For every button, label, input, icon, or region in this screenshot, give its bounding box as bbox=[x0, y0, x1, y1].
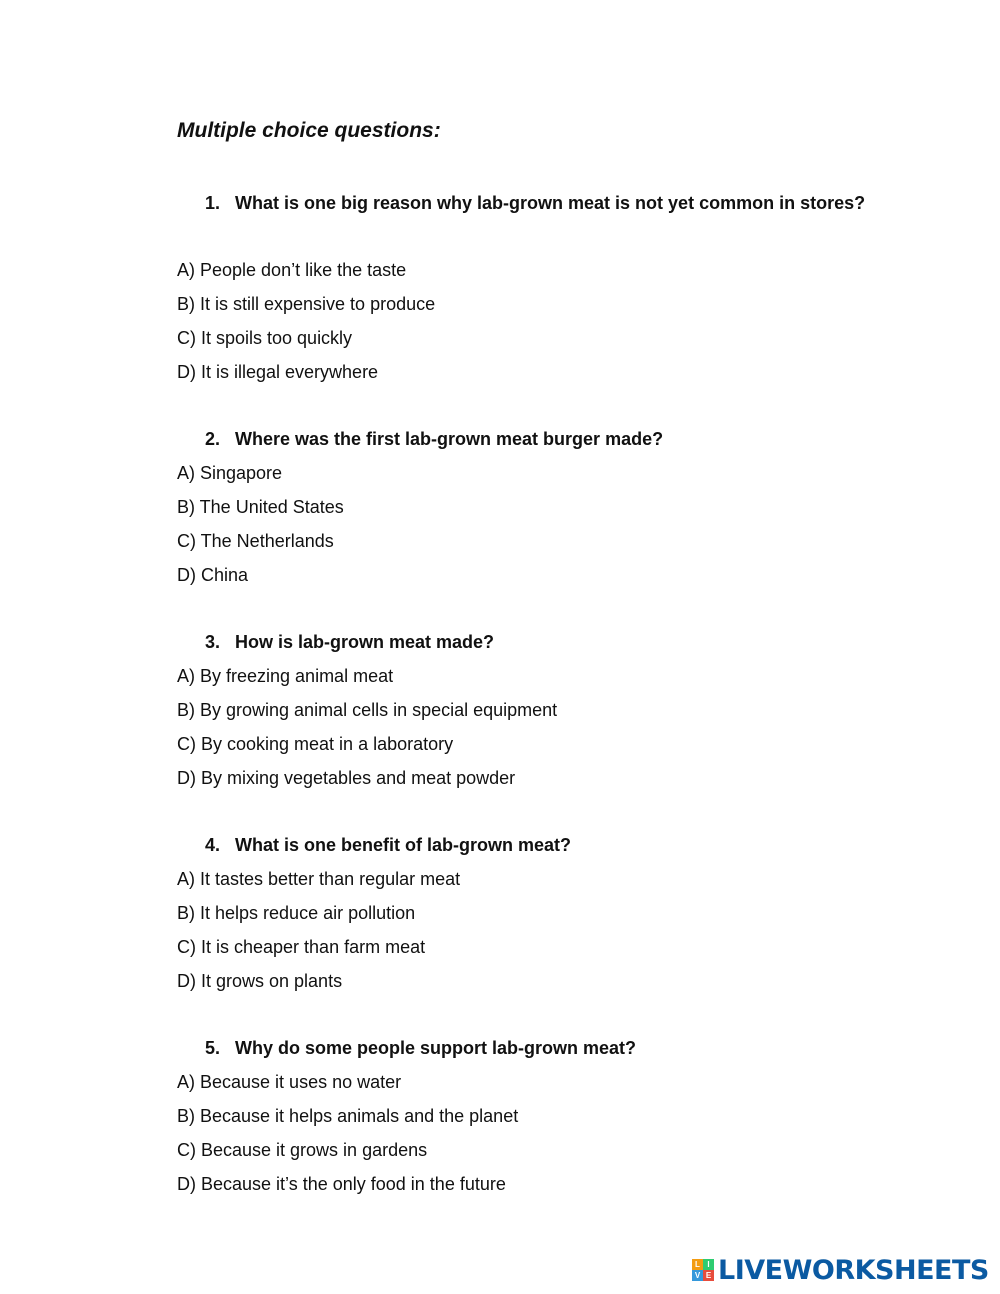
option-3b[interactable]: B) By growing animal cells in special equipment bbox=[177, 700, 558, 720]
question-number: 5. bbox=[205, 1038, 221, 1058]
liveworksheets-logo bbox=[692, 1254, 989, 1286]
question-text: How is lab-grown meat made? bbox=[235, 632, 495, 652]
option-4b[interactable]: B) It helps reduce air pollution bbox=[177, 903, 416, 923]
option-1a[interactable]: A) People don’t like the taste bbox=[177, 260, 407, 280]
question-number: 2. bbox=[205, 429, 221, 449]
question-text: What is one benefit of lab-grown meat? bbox=[235, 835, 572, 855]
option-4a[interactable]: A) It tastes better than regular meat bbox=[177, 869, 461, 889]
option-5c[interactable]: C) Because it grows in gardens bbox=[177, 1140, 428, 1160]
logo-mark-cell: V bbox=[692, 1270, 703, 1281]
option-2a[interactable]: A) Singapore bbox=[177, 463, 283, 483]
option-2d[interactable]: D) China bbox=[177, 565, 249, 585]
question-5 bbox=[205, 1031, 882, 1065]
option-1d[interactable]: D) It is illegal everywhere bbox=[177, 362, 379, 382]
section-title: Multiple choice questions: bbox=[177, 119, 441, 142]
question-number: 4. bbox=[205, 835, 221, 855]
logo-mark-cell: E bbox=[703, 1270, 714, 1281]
logo-text: LIVEWORKSHEETS bbox=[718, 1254, 989, 1286]
question-number: 3. bbox=[205, 632, 221, 652]
option-3d[interactable]: D) By mixing vegetables and meat powder bbox=[177, 768, 516, 788]
question-text: Where was the first lab-grown meat burger made? bbox=[235, 429, 664, 449]
option-4c[interactable]: C) It is cheaper than farm meat bbox=[177, 937, 426, 957]
logo-mark-cell: I bbox=[703, 1259, 714, 1270]
option-5a[interactable]: A) Because it uses no water bbox=[177, 1072, 402, 1092]
question-text: Why do some people support lab-grown meat? bbox=[235, 1038, 637, 1058]
liveworksheets-logo-icon bbox=[692, 1259, 714, 1281]
question-text: What is one big reason why lab-grown meat is not yet common in stores? bbox=[235, 193, 866, 213]
option-3a[interactable]: A) By freezing animal meat bbox=[177, 666, 394, 686]
question-2 bbox=[205, 422, 882, 456]
question-1 bbox=[205, 186, 882, 220]
option-2c[interactable]: C) The Netherlands bbox=[177, 531, 334, 551]
option-2b[interactable]: B) The United States bbox=[177, 497, 344, 517]
option-5b[interactable]: B) Because it helps animals and the planet bbox=[177, 1106, 519, 1126]
logo-mark-cell: L bbox=[692, 1259, 703, 1270]
option-1b[interactable]: B) It is still expensive to produce bbox=[177, 294, 436, 314]
option-5d[interactable]: D) Because it’s the only food in the future bbox=[177, 1174, 506, 1194]
question-number: 1. bbox=[205, 193, 221, 213]
question-3 bbox=[205, 625, 882, 659]
question-4 bbox=[205, 828, 882, 862]
option-4d[interactable]: D) It grows on plants bbox=[177, 971, 343, 991]
option-1c[interactable]: C) It spoils too quickly bbox=[177, 328, 353, 348]
option-3c[interactable]: C) By cooking meat in a laboratory bbox=[177, 734, 454, 754]
